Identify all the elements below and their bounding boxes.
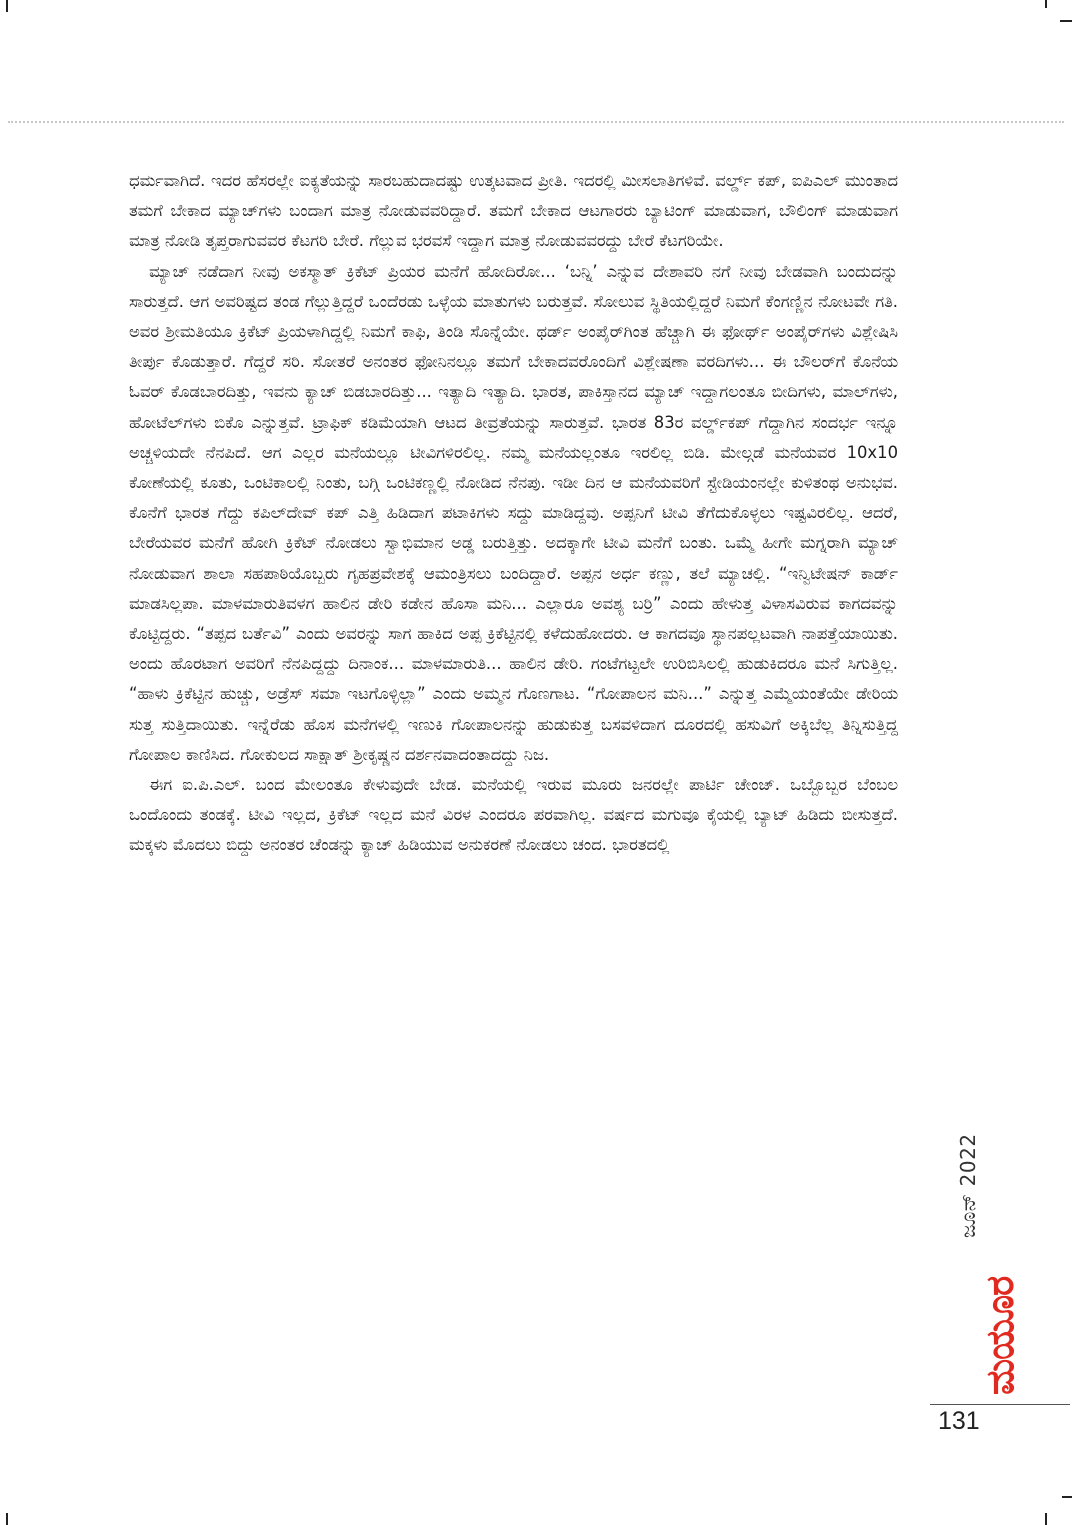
article-paragraph-2: ಮ್ಯಾಚ್ ನಡೆದಾಗ ನೀವು ಅಕಸ್ಮಾತ್ ಕ್ರಿಕೆಟ್ ಪ್ರಿಯರ ಮನೆಗೆ ಹೋದಿರೋ... ‘ಬನ್ನಿ’ ಎನ್ನುವ ದೇಶಾವರಿ ನಗೆ ನೀವು ಬೇಡವಾಗಿ ಬಂದುದನ್ನು ಸಾರುತ್ತದೆ. ಆಗ ಅವರಿಷ್ಟದ ತಂಡ ಗೆಲ್ಲುತ್ತಿದ್ದರೆ ಒಂದೆರಡು ಒಳ್ಳೆಯ ಮಾತುಗಳು ಬರುತ್ತವೆ. ಸೋಲುವ ಸ್ಥಿತಿಯಲ್ಲಿದ್ದರೆ ನಿಮಗೆ ಕೆಂಗಣ್ಣಿನ ನೋಟವೇ ಗತಿ. ಅವರ ಶ್ರೀಮತಿಯೂ ಕ್ರಿಕೆಟ್ ಪ್ರಿಯಳಾಗಿದ್ದಲ್ಲಿ ನಿಮಗೆ ಕಾಫಿ, ತಿಂಡಿ ಸೊನ್ನೆಯೇ. ಥರ್ಡ್ ಅಂಪೈರ್‌ಗಿಂತ ಹೆಚ್ಚಾಗಿ ಈ ಫೋರ್ಥ್ ಅಂಪೈರ್‌ಗಳು ವಿಶ್ಲೇಷಿಸಿ ತೀರ್ಪು ಕೊಡುತ್ತಾರೆ. ಗೆದ್ದರೆ ಸರಿ. ಸೋತರೆ ಅನಂತರ ಫೋನಿನಲ್ಲೂ ತಮಗೆ ಬೇಕಾದವರೊಂದಿಗೆ ವಿಶ್ಲೇಷಣಾ ವರದಿಗಳು... ಈ ಬೌಲರ್‌ಗೆ ಕೊನೆಯ ಓವರ್ ಕೊಡಬಾರದಿತ್ತು, ಇವನು ಕ್ಯಾಚ್ ಬಿಡಬಾರದಿತ್ತು... ಇತ್ಯಾದಿ ಇತ್ಯಾದಿ. ಭಾರತ, ಪಾಕಿಸ್ತಾನದ ಮ್ಯಾಚ್ ಇದ್ದಾಗಲಂತೂ ಬೀದಿಗಳು, ಮಾಲ್‌ಗಳು, ಹೋಟೆಲ್‌ಗಳು ಬಿಕೊ ಎನ್ನುತ್ತವೆ. ಟ್ರಾಫಿಕ್ ಕಡಿಮೆಯಾಗಿ ಆಟದ ತೀವ್ರತೆಯನ್ನು ಸಾರುತ್ತವೆ. ಭಾರತ 83ರ ವರ್ಲ್ಡ್‌ಕಪ್ ಗೆದ್ದಾಗಿನ ಸಂದರ್ಭ ಇನ್ನೂ ಅಚ್ಚಳಿಯದೇ ನೆನಪಿದೆ. ಆಗ ಎಲ್ಲರ ಮನೆಯಲ್ಲೂ ಟೀವಿಗಳಿರಲಿಲ್ಲ. ನಮ್ಮ ಮನೆಯಲ್ಲಂತೂ ಇರಲಿಲ್ಲ ಬಿಡಿ. ಮೇಲ್ಗಡೆ ಮನೆಯವರ 10x10 ಕೋಣೆಯಲ್ಲಿ ಕೂತು, ಒಂಟಿಕಾಲಲ್ಲಿ ನಿಂತು, ಬಗ್ಗಿ ಒಂಟಿಕಣ್ಣಲ್ಲಿ ನೋಡಿದ ನೆನಪು. ಇಡೀ ದಿನ ಆ ಮನೆಯವರಿಗೆ ಸ್ಟೇಡಿಯಂನಲ್ಲೇ ಕುಳಿತಂಥ ಅನುಭವ. ಕೊನೆಗೆ ಭಾರತ ಗೆದ್ದು ಕಪಿಲ್‌ದೇವ್ ಕಪ್ ಎತ್ತಿ ಹಿಡಿದಾಗ ಪಟಾಕಿಗಳು ಸದ್ದು ಮಾಡಿದ್ದವು. ಅಪ್ಪನಿಗೆ ಟೀವಿ ತೆಗೆದುಕೊಳ್ಳಲು ಇಷ್ಟವಿರಲಿಲ್ಲ. ಆದರೆ, ಬೇರೆಯವರ ಮನೆಗೆ ಹೋಗಿ ಕ್ರಿಕೆಟ್ ನೋಡಲು ಸ್ವಾಭಿಮಾನ ಅಡ್ಡ ಬರುತ್ತಿತ್ತು. ಅದಕ್ಕಾಗೇ ಟೀವಿ ಮನೆಗೆ ಬಂತು. ಒಮ್ಮೆ ಹೀಗೇ ಮಗ್ನರಾಗಿ ಮ್ಯಾಚ್ ನೋಡುವಾಗ ಶಾಲಾ ಸಹಪಾಠಿಯೊಬ್ಬರು ಗೃಹಪ್ರವೇಶಕ್ಕೆ ಆಮಂತ್ರಿಸಲು ಬಂದಿದ್ದಾರೆ. ಅಪ್ಪನ ಅರ್ಧ ಕಣ್ಣು, ತಲೆ ಮ್ಯಾಚಲ್ಲಿ. “ಇನ್ವಿಟೇಷನ್ ಕಾರ್ಡ್ ಮಾಡಸಿಲ್ಲಪಾ. ಮಾಳಮಾರುತಿವಳಗ ಹಾಲಿನ ಡೇರಿ ಕಡೇನ ಹೊಸಾ ಮನಿ... ಎಲ್ಲಾರೂ ಅವಶ್ಯ ಬರ್ರಿ” ಎಂದು ಹೇಳುತ್ತ ವಿಳಾಸವಿರುವ ಕಾಗದವನ್ನು ಕೊಟ್ಟಿದ್ದರು. “ತಪ್ಪದ ಬರ್ತೆವಿ” ಎಂದು ಅವರನ್ನು ಸಾಗ ಹಾಕಿದ ಅಪ್ಪ ಕ್ರಿಕೆಟ್ಟಿನಲ್ಲಿ ಕಳೆದುಹೋದರು. ಆ ಕಾಗದವೂ ಸ್ಥಾನಪಲ್ಲಟವಾಗಿ ನಾಪತ್ತೆಯಾಯಿತು. ಅಂದು ಹೊರಟಾಗ ಅವರಿಗೆ ನೆನಪಿದ್ದದ್ದು ದಿನಾಂಕ... ಮಾಳಮಾರುತಿ... ಹಾಲಿನ ಡೇರಿ. ಗಂಟೆಗಟ್ಟಲೇ ಉರಿಬಿಸಿಲಲ್ಲಿ ಹುಡುಕಿದರೂ ಮನೆ ಸಿಗುತ್ತಿಲ್ಲ. “ಹಾಳು ಕ್ರಿಕೆಟ್ಟಿನ ಹುಚ್ಚು, ಅಡ್ರೆಸ್ ಸಮಾ ಇಟಗೊಳ್ಳಿಲ್ಲಾ” ಎಂದು ಅಮ್ಮನ ಗೊಣಗಾಟ. “ಗೋಪಾಲನ ಮನಿ...” ಎನ್ನುತ್ತ ಎಮ್ಮೆಯಂತೆಯೇ ಡೇರಿಯ ಸುತ್ತ ಸುತ್ತಿದಾಯಿತು. ಇನ್ನೆರೆಡು ಹೊಸ ಮನೆಗಳಲ್ಲಿ ಇಣುಕಿ ಗೋಪಾಲನನ್ನು ಹುಡುಕುತ್ತ ಬಸವಳಿದಾಗ ದೂರದಲ್ಲಿ ಹಸುವಿಗೆ ಅಕ್ಕಿಬೆಲ್ಲ ತಿನ್ನಿಸುತ್ತಿದ್ದ ಗೋಪಾಲ ಕಾಣಿಸಿದ. ಗೋಕುಲದ ಸಾಕ್ಷಾತ್ ಶ್ರೀಕೃಷ್ಣನ ದರ್ಶನವಾದಂತಾದದ್ದು ನಿಜ. bbox=[129, 261, 898, 764]
issue-date: ಜೂನ್ 2022 bbox=[956, 1133, 980, 1238]
crop-mark-bottom-left bbox=[6, 1513, 8, 1525]
article-body bbox=[129, 166, 898, 861]
article-paragraph-3: ಈಗ ಐ.ಪಿ.ಎಲ್. ಬಂದ ಮೇಲಂತೂ ಕೇಳುವುದೇ ಬೇಡ. ಮನೆಯಲ್ಲಿ ಇರುವ ಮೂರು ಜನರಲ್ಲೇ ಪಾರ್ಟಿ ಚೇಂಜ್. ಒಬ್ಬೊಬ್ಬರ ಬೆಂಬಲ ಒಂದೊಂದು ತಂಡಕ್ಕೆ. ಟೀವಿ ಇಲ್ಲದ, ಕ್ರಿಕೆಟ್ ಇಲ್ಲದ ಮನೆ ವಿರಳ ಎಂದರೂ ಪರವಾಗಿಲ್ಲ. ವರ್ಷದ ಮಗುವೂ ಕೈಯಲ್ಲಿ ಬ್ಯಾಟ್ ಹಿಡಿದು ಬೀಸುತ್ತದೆ. ಮಕ್ಕಳು ಮೊದಲು ಬಿದ್ದು ಅನಂತರ ಚೆಂಡನ್ನು ಕ್ಯಾಚ್ ಹಿಡಿಯುವ ಅನುಕರಣೆ ನೋಡಲು ಚಂದ. ಭಾರತದಲ್ಲಿ bbox=[129, 775, 898, 855]
crop-mark-right-top bbox=[1060, 20, 1072, 22]
crop-mark-bottom-right bbox=[1045, 1513, 1047, 1525]
crop-mark-top-right bbox=[1045, 0, 1047, 8]
magazine-logo: ಮಯೂರ bbox=[978, 1276, 1022, 1395]
article-paragraph-1: ಧರ್ಮವಾಗಿದೆ. ಇದರ ಹೆಸರಲ್ಲೇ ಐಕ್ಯತೆಯನ್ನು ಸಾರಬಹುದಾದಷ್ಟು ಉತ್ಕಟವಾದ ಪ್ರೀತಿ. ಇದರಲ್ಲಿ ಮೀಸಲಾತಿಗಳಿವೆ. ವರ್ಲ್ಡ್ ಕಪ್, ಐಪಿಎಲ್ ಮುಂತಾದ ತಮಗೆ ಬೇಕಾದ ಮ್ಯಾಚ್‌ಗಳು ಬಂದಾಗ ಮಾತ್ರ ನೋಡುವವರಿದ್ದಾರೆ. ತಮಗೆ ಬೇಕಾದ ಆಟಗಾರರು ಬ್ಯಾಟಿಂಗ್ ಮಾಡುವಾಗ, ಬೌಲಿಂಗ್ ಮಾಡುವಾಗ ಮಾತ್ರ ನೋಡಿ ತೃಪ್ತರಾಗುವವರ ಕೆಟಗರಿ ಬೇರೆ. ಗೆಲ್ಲುವ ಭರವಸೆ ಇದ್ದಾಗ ಮಾತ್ರ ನೋಡುವವರದ್ದು ಬೇರೆ ಕೆಟಗರಿಯೇ. bbox=[129, 171, 898, 251]
page-number: 131 bbox=[938, 1407, 980, 1435]
crop-mark-top-left bbox=[6, 0, 8, 12]
crop-mark-right-bottom bbox=[1062, 1496, 1072, 1498]
header-dotted-rule bbox=[8, 121, 1064, 123]
footer-rule bbox=[930, 1404, 1070, 1405]
